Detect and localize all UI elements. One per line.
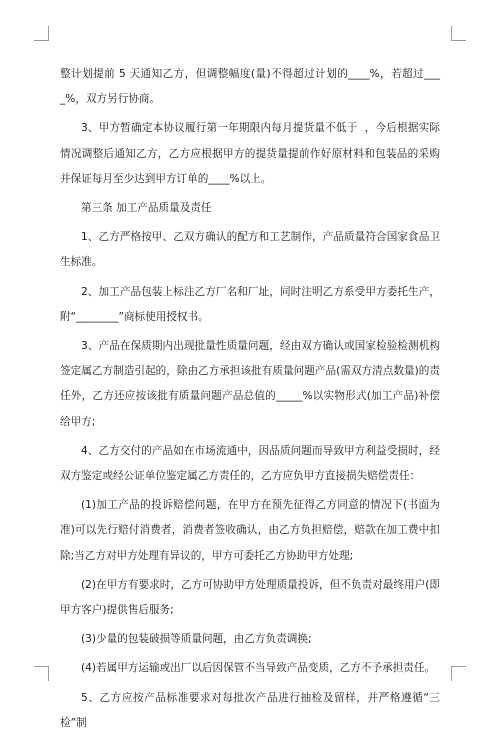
paragraph-recipe-standard: 1、乙方严格按甲、乙双方确认的配方和工艺制作，产品质量符合国家食品卫生标准。 <box>60 231 440 269</box>
crop-mark-top-left <box>34 26 49 41</box>
section-heading-article-3: 第三条 加工产品质量及责任 <box>81 202 212 215</box>
paragraph-batch-quality: 3、产品在保质期内出现批量性质量问题，经由双方确认或国家检验检测机构签定属乙方制造引起的，除由乙方承担该批有质量问题产品(需双方清点数量)的责任外，乙方还应按该批有质量问题产品总值的_____%以实物形式(加工产品)补偿给甲方; <box>60 340 440 428</box>
paragraph-market-liability: 4、乙方交付的产品如在市场流通中，因品质问题而导致甲方利益受损时，经双方鉴定或经公证单位鉴定属乙方责任的，乙方应负甲方直接损失赔偿责任： <box>60 444 440 483</box>
paragraph-item-4: (4)若属甲方运输或出厂以后因保管不当导致产品变质，乙方不予承担责任。 <box>81 662 436 675</box>
paragraph-item-2: (2)在甲方有要求时，乙方可协助甲方处理质量投诉，但不负责对最终用户(即甲方客户)提供售后服务; <box>60 578 440 617</box>
crop-mark-top-right <box>451 26 466 41</box>
paragraph-item-3: (3)少量的包装破损等质量问题，由乙方负责调换; <box>81 633 312 646</box>
paragraph-sampling: 5、乙方应按产品标准要求对每批次产品进行抽检及留样，并严格遵循“三检”制 <box>60 691 440 729</box>
paragraph-monthly-volume: 3、甲方暂确定本协议履行第一年期限内每月提货量不低于 ，今后根据实际情况调整后通知乙方，乙方应根据甲方的提货量提前作好原材料和包装品的采购并保证每月至少达到甲方订单的____%以上。 <box>60 122 440 185</box>
document-page <box>60 62 440 736</box>
paragraph-plan-adjustment: 整计划提前 5 天通知乙方，但调整幅度(量)不得超过计划的____%，若超过____%，双方另行协商。 <box>60 68 440 106</box>
paragraph-item-1: (1)加工产品的投诉赔偿问题，在甲方在预先征得乙方同意的情况下(书面为准)可以先行赔付消费者，消费者签收确认，由乙方负担赔偿，赔款在加工费中扣除;当乙方对甲方处理有异议的，甲方可委托乙方协助甲方处理; <box>60 499 440 562</box>
crop-mark-bottom-left <box>34 666 49 681</box>
crop-mark-bottom-right <box>451 666 466 681</box>
paragraph-packaging-label: 2、加工产品包装上标注乙方厂名和厂址，同时注明乙方系受甲方委托生产，附“________”商标使用授权书。 <box>60 285 440 323</box>
